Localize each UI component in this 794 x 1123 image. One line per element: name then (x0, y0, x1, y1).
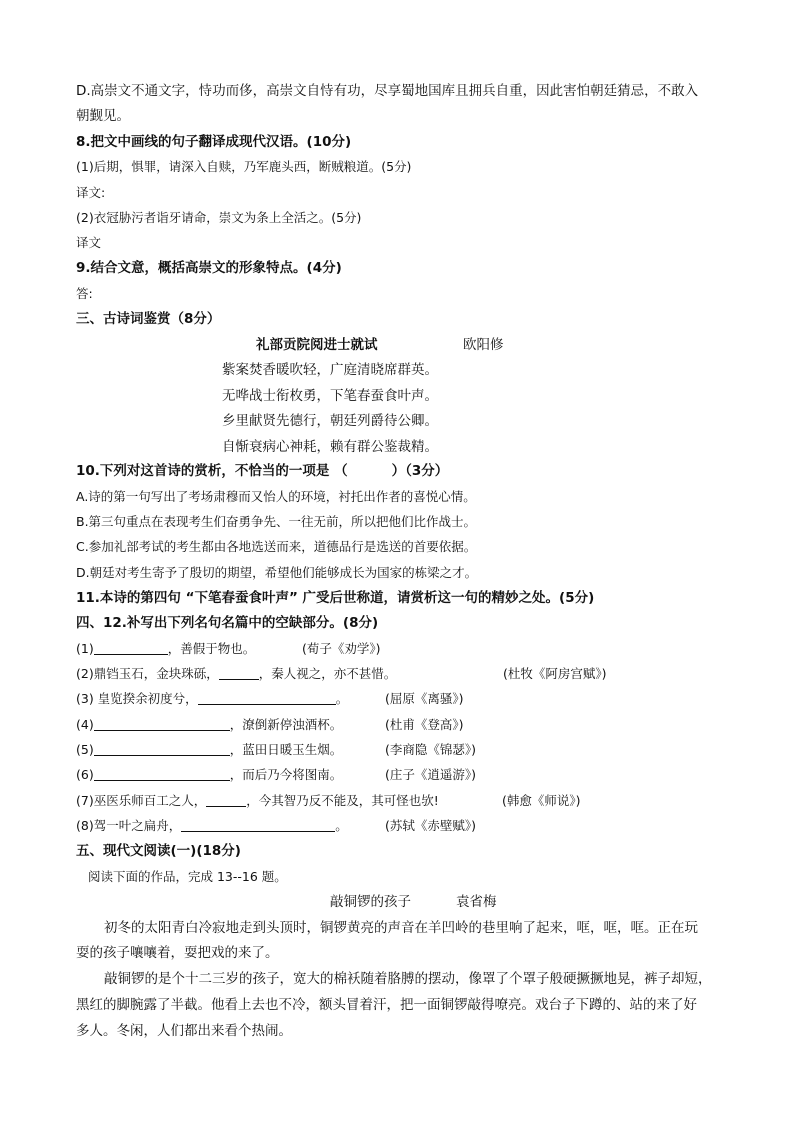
q12-item-2: (2)鼎铛玉石，金块珠砾， ，秦人视之，亦不甚惜。 (76, 666, 397, 681)
q9-title: 9.结合文意，概括高崇文的形象特点。(4分) (76, 260, 342, 276)
q10-option-d: D.朝廷对考生寄予了殷切的期望，希望他们能够成长为国家的栋梁之才。 (76, 565, 478, 580)
fill-blank[interactable] (198, 690, 336, 705)
q7-option-d-line2: 朝觐见。 (76, 108, 130, 124)
q12-item-7-source: (韩愈《师说》) (502, 793, 581, 808)
q12-item-8: (8)驾一叶之扁舟， 。 (76, 818, 348, 833)
fill-blank[interactable] (181, 817, 335, 832)
poem-line: 紫案焚香暖吹轻，广庭清晓席群英。 (222, 362, 438, 378)
q12-item-6: (6) ，而后乃今将图南。 (76, 767, 343, 782)
q8-sentence-2: (2)衣冠胁污者诣牙请命，崇文为条上全活之。(5分) (76, 210, 362, 225)
q8-sentence-1: (1)后期，惧罪，请深入自赎，乃军鹿头西，断贼粮道。(5分) (76, 159, 412, 174)
fill-blank[interactable] (219, 665, 259, 680)
q12-item-1-source: (荀子《劝学》) (302, 641, 381, 656)
article-paragraph-1-line-2: 耍的孩子嚷嚷着，耍把戏的来了。 (76, 945, 279, 961)
fill-blank[interactable] (94, 640, 168, 655)
q11-title: 11.本诗的第四句 “下笔春蚕食叶声” 广受后世称道，请赏析这一句的精妙之处。(5分) (76, 590, 595, 606)
section-4-heading: 四、12.补写出下列名句名篇中的空缺部分。(8分) (76, 615, 379, 631)
q10-title-part-b: ）（3分） (391, 463, 449, 479)
poem-line: 乡里献贤先德行，朝廷列爵待公卿。 (222, 413, 438, 429)
fill-blank[interactable] (94, 741, 230, 756)
q10-option-c: C.参加礼部考试的考生都由各地选送而来，道德品行是选送的首要依据。 (76, 539, 477, 554)
section-3-heading: 三、古诗词鉴赏（8分） (76, 311, 221, 327)
q7-option-d-line1: D.高崇文不通文字，恃功而侈，高崇文自恃有功，尽享蜀地国库且拥兵自重，因此害怕朝廷猜忌，不敢入 (76, 83, 699, 99)
q10-title (76, 461, 448, 481)
q12-item-3: (3) 皇览揆余初度兮， 。 (76, 691, 349, 706)
article-title: 敲铜锣的孩子 (330, 894, 411, 910)
q12-item-7: (7)巫医乐师百工之人， ，今其智乃反不能及，其可怪也欤! (76, 793, 439, 808)
q12-item-2-source: (杜牧《阿房宫赋》) (503, 666, 607, 681)
q10-title-part-a: 10.下列对这首诗的赏析，不恰当的一项是 （ (76, 463, 348, 479)
q12-item-4-source: (杜甫《登高》) (385, 717, 464, 732)
fill-blank[interactable] (206, 792, 246, 807)
q12-item-5: (5) ，蓝田日暖玉生烟。 (76, 742, 343, 757)
poem-line: 自惭衰病心神耗，赖有群公鉴裁精。 (222, 439, 438, 455)
q12-item-3-source: (屈原《离骚》) (385, 691, 464, 706)
q12-item-8-source: (苏轼《赤壁赋》) (385, 818, 477, 833)
article-paragraph-1-line-1: 初冬的太阳青白冷寂地走到头顶时，铜锣黄亮的声音在羊凹岭的巷里响了起来，哐，哐，哐。正在玩 (104, 920, 698, 936)
article-paragraph-2-line-2: 黑红的脚腕露了半截。他看上去也不冷，额头冒着汗，把一面铜锣敲得嘹亮。戏台子下蹲的、站的来了好 (76, 997, 697, 1013)
q10-option-a: A.诗的第一句写出了考场肃穆而又怡人的环境，衬托出作者的喜悦心情。 (76, 489, 476, 504)
fill-blank[interactable] (94, 766, 230, 781)
article-paragraph-2-line-3: 多人。冬闲，人们都出来看个热闹。 (76, 1023, 292, 1039)
poem-line: 无哗战士衔枚勇，下笔春蚕食叶声。 (222, 388, 438, 404)
article-author: 袁省梅 (456, 894, 497, 910)
q8-title: 8.把文中画线的句子翻译成现代汉语。(10分) (76, 134, 352, 150)
section-5-heading: 五、现代文阅读(一)(18分) (76, 843, 241, 859)
q9-answer-label: 答: (76, 286, 93, 301)
fill-blank[interactable] (94, 716, 230, 731)
q12-item-1: (1) ，善假于物也。 (76, 641, 256, 656)
poem-title: 礼部贡院阅进士就试 (256, 337, 378, 353)
poem-author: 欧阳修 (463, 337, 504, 353)
q12-item-5-source: (李商隐《锦瑟》) (385, 742, 477, 757)
q10-option-b: B.第三句重点在表现考生们奋勇争先、一往无前，所以把他们比作战士。 (76, 514, 477, 529)
article-paragraph-2-line-1: 敲铜锣的是个十二三岁的孩子，宽大的棉袄随着胳膊的摆动，像罩了个罩子般硬撅撅地晃，裤子却短， (104, 971, 712, 987)
q8-translation-1-label: 译文: (76, 185, 106, 200)
q8-translation-2-label: 译文 (76, 235, 102, 250)
q12-item-4: (4) ，潦倒新停浊酒杯。 (76, 717, 343, 732)
q12-item-6-source: (庄子《逍遥游》) (385, 767, 477, 782)
section-5-intro: 阅读下面的作品，完成 13--16 题。 (88, 869, 287, 884)
